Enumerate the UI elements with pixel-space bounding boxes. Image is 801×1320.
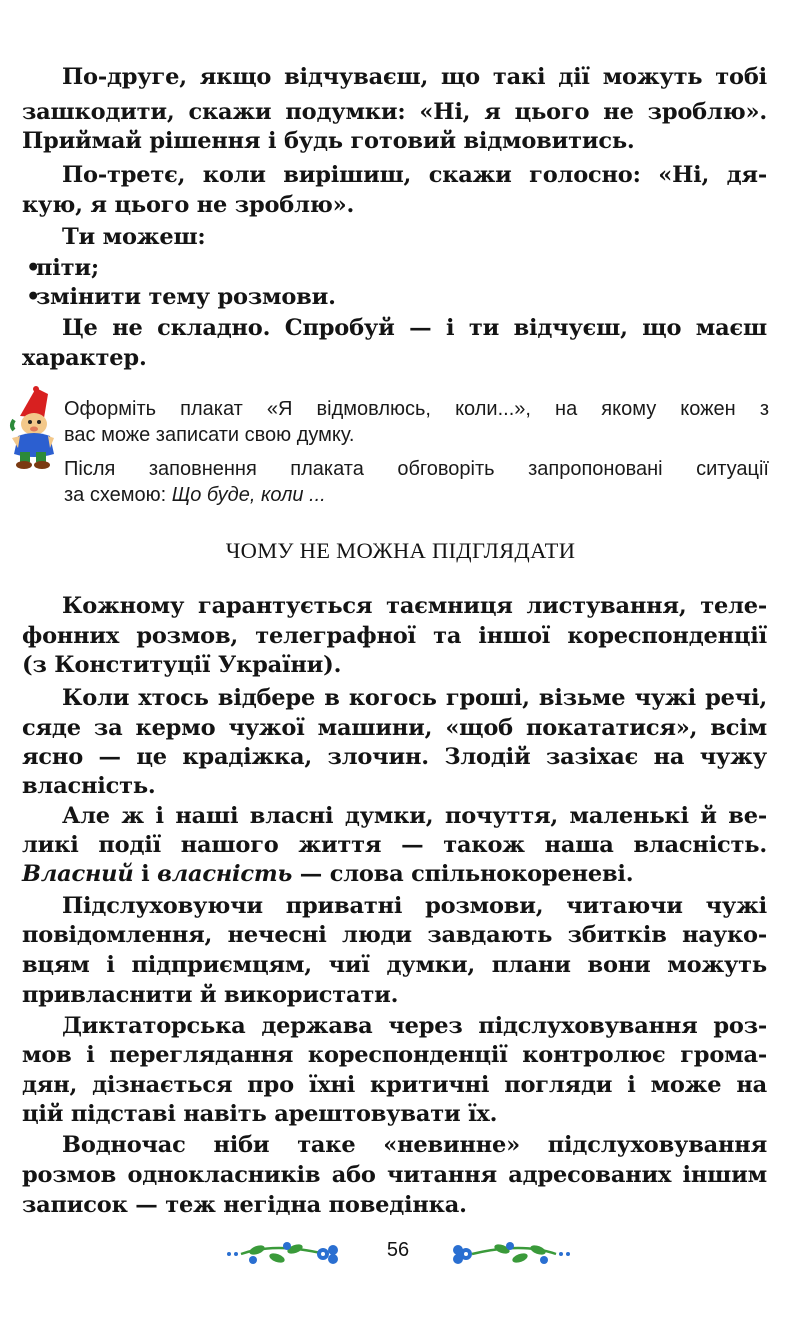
text-line: По-друге, якщо відчуваєш, що такі дії можуть тобі [62, 64, 767, 90]
text-line: Коли хтось відбере в когось гроші, візьме чужі речі, [62, 685, 767, 711]
text-line: власність. [22, 773, 156, 799]
task-line: вас може записати свою думку. [64, 424, 355, 446]
text-line: розмов однокласників або читання адресованих іншим [22, 1162, 767, 1188]
task-text: за схемою: [64, 484, 172, 506]
text-fragment: — слова спільнокореневі. [292, 861, 634, 887]
bullet-item [26, 253, 726, 283]
text-line: Це не складно. Спробуй — і ти відчуєш, що маєш [62, 315, 767, 341]
text-line: цій підставі навіть арештовувати їх. [22, 1101, 498, 1127]
text-line: Диктаторська держава через підслуховування роз- [62, 1013, 767, 1039]
text-line: сяде за кермо чужої машини, «щоб покататися», всім [22, 715, 767, 741]
text-line: мов і переглядання кореспонденції контролює грома- [22, 1042, 767, 1068]
text-line: привласнити й використати. [22, 982, 399, 1008]
text-line: ясно — це крадіжка, злочин. Злодій зазіхає на чужу [22, 744, 767, 770]
text-line: Ти можеш: [62, 224, 206, 250]
text-line: дян, дізнається про їхні критичні погляди і може на [22, 1072, 767, 1098]
text-line: Водночас ніби таке «невинне» підслуховування [62, 1132, 767, 1158]
bullet-item [26, 282, 726, 312]
task-line: Оформіть плакат «Я відмовлюсь, коли...», на якому кожен з [64, 398, 769, 420]
floral-ornament-icon [225, 1240, 345, 1268]
floral-ornament-icon [452, 1240, 572, 1268]
text-line [22, 859, 767, 889]
text-line: (з Конституції України). [22, 652, 342, 678]
text-line: Підслуховуючи приватні розмови, читаючи чужі [62, 893, 767, 919]
text-line: зашкодити, скажи подумки: «Ні, я цього не зроблю». [22, 99, 767, 125]
text-line: записок — теж негідна поведінка. [22, 1192, 467, 1218]
text-line: повідомлення, нечесні люди завдають збитків науко- [22, 922, 767, 948]
italic-word: Власний [22, 861, 134, 887]
gnome-icon [8, 386, 58, 470]
text-line: Кожному гарантується таємниця листування, теле- [62, 593, 767, 619]
text-line: ликі події нашого життя — також наша власність. [22, 832, 767, 858]
page-number: 56 [386, 1239, 410, 1261]
bullet-mark: • [26, 284, 41, 310]
italic-word: власність [157, 861, 293, 887]
text-line: кую, я цього не зроблю». [22, 192, 355, 218]
bullet-text: змінити тему розмови. [36, 284, 336, 310]
text-line: Але ж і наші власні думки, почуття, маленькі й ве- [62, 803, 767, 829]
text-line: фонних розмов, телеграфної та іншої кореспонденції [22, 623, 767, 649]
text-line: вцям і підприємцям, чиї думки, плани вони можуть [22, 952, 767, 978]
section-title: ЧОМУ НЕ МОЖНА ПІДГЛЯДАТИ [225, 538, 576, 563]
task-italic-text: Що буде, коли ... [171, 484, 326, 506]
task-line: Після заповнення плаката обговоріть запропоновані ситуації [64, 458, 769, 480]
bullet-text: піти; [36, 255, 99, 281]
bullet-mark: • [26, 255, 41, 281]
task-line [64, 482, 769, 508]
text-line: характер. [22, 345, 147, 371]
text-line: Приймай рішення і будь готовий відмовитись. [22, 128, 635, 154]
text-line: По-третє, коли вирішиш, скажи голосно: «Ні, дя- [62, 162, 767, 188]
text-fragment: і [133, 861, 158, 887]
